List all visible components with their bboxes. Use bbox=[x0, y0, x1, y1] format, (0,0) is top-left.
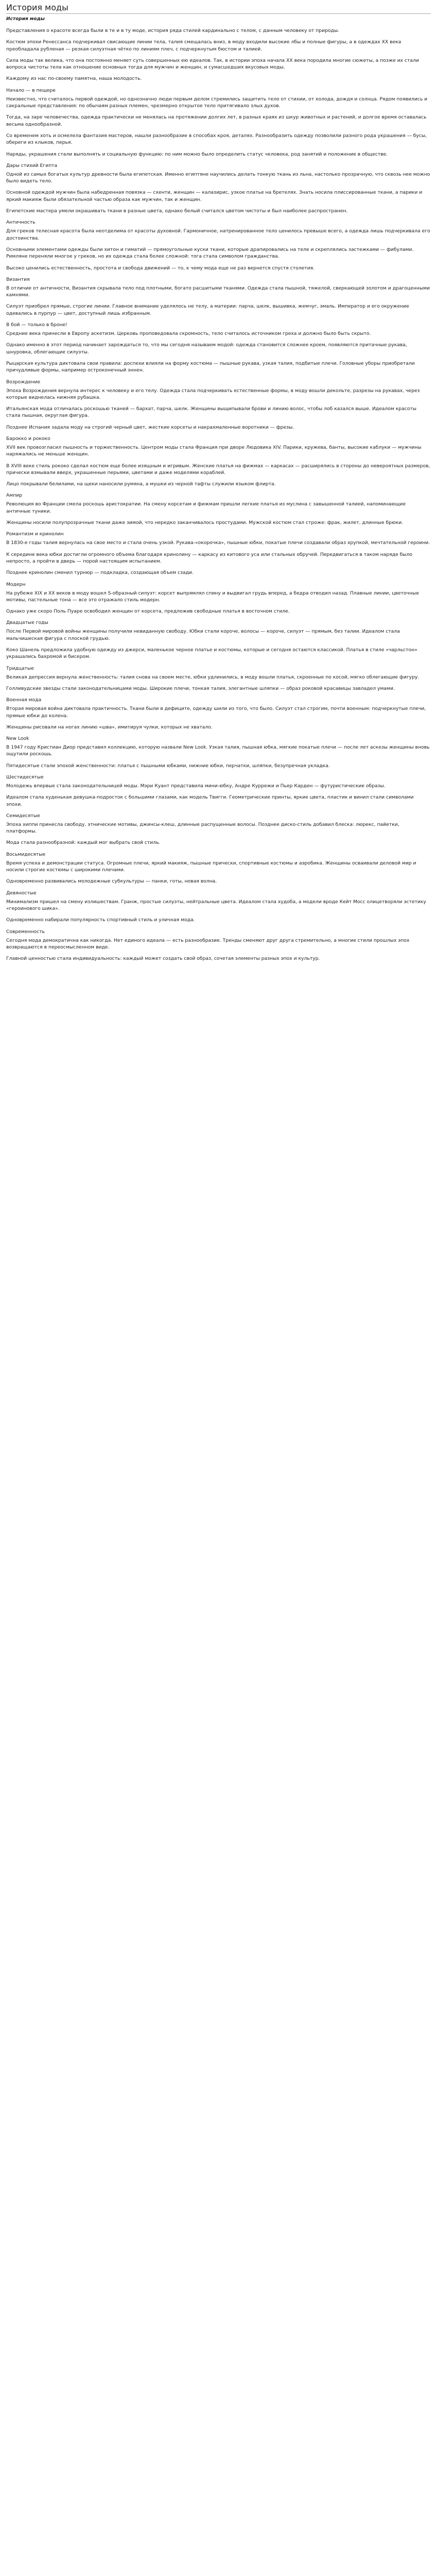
paragraph: Одновременно набирали популярность спортивный стиль и уличная мода. bbox=[6, 917, 195, 923]
paragraph: Тогда, на заре человечества, одежда практически не менялась на протяжении долгих лет, в разных краях из шкур животных и растений, и долгое время оставалась весьма однообразной. bbox=[6, 114, 427, 127]
paragraph: XVII век провозгласил пышность и торжественность. Центром моды стала Франция при дворе Людовика XIV. Парики, кружева, банты, высокие каблуки — мужчины наряжались не меньше женщин. bbox=[6, 444, 422, 457]
page-subtitle: История моды bbox=[6, 16, 45, 22]
paragraph: Идеалом стала худенькая девушка-подросток с большими глазами, как модель Твигги. Геометрические принты, яркие цвета, пластик и винил стали символами эпохи. bbox=[6, 794, 414, 807]
paragraph: Революция во Франции смела роскошь аристократии. На смену корсетам и фижмам пришли легкие платья из муслина с завышенной талией, напоминающие античные туники. bbox=[6, 501, 406, 514]
paragraph: Вторая мировая война диктовала практичность. Ткани были в дефиците, одежду шили из того, что было. Силуэт стал строгим, почти военным: подчеркнутые плечи, прямые юбки до колена. bbox=[6, 706, 426, 719]
section-heading: Тридцатые bbox=[6, 665, 34, 671]
section-heading: Византия bbox=[6, 276, 30, 282]
article-section bbox=[6, 774, 431, 808]
paragraph: Однако именно в этот период начинает зарождаться то, что мы сегодня называем модой: одежда становится сложнее кроем, появляются притачные рукава, шнуровка, облегающие силуэты. bbox=[6, 342, 407, 355]
article-section bbox=[6, 57, 431, 82]
title-divider bbox=[6, 13, 431, 14]
paragraph: Позднее Испания задала моду на строгий черный цвет, жесткие корсеты и накрахмаленные воротники — фрезы. bbox=[6, 424, 294, 430]
paragraph: Неизвестно, что считалось первой одеждой, но однозначно люди первым делом стремились защитить тело от стихии, от холода, дождя и солнца. Рядом появились и сакральные представления: по обычаям разных племен, чрезмерно открытое тело притягивало злых духов. bbox=[6, 96, 428, 109]
article-section bbox=[6, 435, 431, 487]
article-section bbox=[6, 735, 431, 769]
paragraph: Главной ценностью стала индивидуальность: каждый может создать свой образ, сочетая элементы разных эпох и культур. bbox=[6, 956, 320, 962]
article-section bbox=[6, 581, 431, 615]
section-heading: Романтизм и кринолин bbox=[6, 531, 64, 537]
article-section bbox=[6, 851, 431, 885]
paragraph: Одновременно развивались молодежные субкультуры — панки, готы, новая волна. bbox=[6, 878, 217, 885]
paragraph: Представления о красоте всегда были в те и в ту моде, история ряда стилей кардинально с телом, с данным человеку от природы. bbox=[6, 28, 340, 33]
paragraph: После Первой мировой войны женщины получили невиданную свободу. Юбки стали короче, волосы — короче, силуэт — прямым, без талии. Идеалом стала мальчишеская фигура с плоской грудью. bbox=[6, 629, 400, 641]
section-heading: Семидесятые bbox=[6, 812, 40, 819]
article-section bbox=[6, 697, 431, 731]
section-heading: Двадцатые годы bbox=[6, 620, 48, 626]
article-section bbox=[6, 162, 431, 214]
section-heading: Ампир bbox=[6, 493, 23, 499]
article-section bbox=[6, 379, 431, 431]
paragraph: Пятидесятые стали эпохой женственности: платья с пышными юбками, нижние юбки, перчатки, шляпки, безупречная укладка. bbox=[6, 762, 330, 769]
paragraph: Итальянская мода отличалась роскошью тканей — бархат, парча, шелк. Женщины выщипывали брови и линию волос, чтобы лоб казался выше. Идеалом красоты стала пышная, округлая фигура. bbox=[6, 406, 417, 419]
article-section bbox=[6, 619, 431, 660]
page-title: История моды bbox=[6, 3, 68, 12]
paragraph: Костюм эпохи Ренессанса подчеркивал свисающие линии тела, талия смещалась вниз, в моду входили высокие лбы и полные фигуры, а в одеждах XX века преобладала рубленая — резкая силуэтная чётко по линиям плеч, с подчеркнутым бюстом и талией. bbox=[6, 39, 402, 52]
paragraph: Одной из самых богатых культур древности была египетская. Именно египтяне научились делать тонкую ткань из льна, настолько прозрачную, что сквозь нее можно было видеть тело. bbox=[6, 171, 430, 184]
paragraph: Молодежь впервые стала законодательницей моды. Мэри Куант представила мини-юбку, Андре Куррежи и Пьер Карден — футуристические образы. bbox=[6, 783, 386, 789]
section-heading: Современность bbox=[6, 928, 45, 935]
paragraph: Основной одеждой мужчин была набедренная повязка — схенти, женщин — калазирис, узкое платье на бретелях. Знать носила плиссированные ткани, а парики и яркий макияж были обязательной частью образа как мужчин, так и женщин. bbox=[6, 190, 423, 202]
paragraph: В отличие от античности, Византия скрывала тело под плотными, богато расшитыми тканями. Одежда стала пышной, тяжелой, сверкающей золотом и драгоценными камнями. bbox=[6, 285, 430, 298]
article-section bbox=[6, 665, 431, 692]
paragraph: Наряды, украшения стали выполнять и социальную функцию: по ним можно было определить статус человека, род занятий и положение в обществе. bbox=[6, 151, 388, 157]
section-heading: Начало — в пещере bbox=[6, 87, 56, 93]
paragraph: Со временем хоть и осмелела фантазия мастеров, нашли разнообразие в способах кроя, деталях. Разнообразить одежду позволили разного рода украшения — бусы, обереги из клыков, перья. bbox=[6, 132, 427, 146]
paragraph: Сила моды так велика, что она постоянно меняет суть совершенных ею идеалов. Так, в истории эпоха начала XX века породила многие сюжеты, а позже их стали вопроса чистоты тела как отношение основных тогда для мужчин и женщин, и сумасшедших вкусовых моды. bbox=[6, 57, 419, 71]
section-heading: В бой — только в броне! bbox=[6, 322, 67, 328]
paragraph: Для греков телесная красота была неотделима от красоты духовной. Гармоничное, натренированное тело ценилось превыше всего, а одежда лишь подчеркивала его достоинства. bbox=[6, 228, 430, 241]
paragraph: Однако уже скоро Поль Пуаре освободил женщин от корсета, предложив свободные платья в восточном стиле. bbox=[6, 608, 290, 615]
paragraph: Время успеха и демонстрации статуса. Огромные плечи, яркий макияж, пышные прически, спортивные костюмы и аэробика. Женщины осваивали деловой мир и носили строгие костюмы с широкими плечами. bbox=[6, 860, 416, 873]
article-section bbox=[6, 492, 431, 526]
article-section bbox=[6, 87, 431, 158]
article-section bbox=[6, 890, 431, 924]
section-heading: Античность bbox=[6, 219, 36, 226]
section-heading: Военная мода bbox=[6, 697, 42, 703]
paragraph: Высоко ценились естественность, простота и свобода движений — то, к чему мода еще не раз вернется спустя столетия. bbox=[6, 265, 315, 271]
paragraph: Средние века принесли в Европу аскетизм. Церковь проповедовала скромность, тело считалось источником греха и должно было быть скрыто. bbox=[6, 331, 371, 337]
article-section bbox=[6, 531, 431, 576]
section-heading: New Look bbox=[6, 736, 29, 742]
paragraph: Эпоха хиппи принесла свободу, этнические мотивы, джинсы-клеш, длинные распущенные волосы. Позднее диско-стиль добавил блеска: люрекс, пайетки, платформы. bbox=[6, 821, 399, 835]
paragraph: Голливудские звезды стали законодательницами моды. Широкие плечи, тонкая талия, элегантные шляпки — образ роковой красавицы завладел умами. bbox=[6, 685, 395, 691]
paragraph: Рыцарская культура диктовала свои правила: доспехи влияли на форму костюма — пышные рукава, узкая талия, подбитые плечи. Головные уборы приобретали причудливые формы, например остроконечный эннен. bbox=[6, 360, 415, 374]
paragraph: Основными элементами одежды были хитон и гиматий — прямоугольные куски ткани, которые драпировались на теле и скреплялись застежками — фибулами. Римляне переняли многое у греков, но их одежда стала более сложной: тога стала символом гражданства. bbox=[6, 246, 414, 260]
paragraph: Коко Шанель предложила удобную одежду из джерси, маленькое черное платье и костюмы, которые и сегодня остаются классикой. Платья в стиле «чарльстон» украшались бахромой и бисером. bbox=[6, 647, 417, 660]
paragraph: Великая депрессия вернула женственность: талия снова на своем месте, юбки удлинились, в моду вошли платья, скроенные по косой, мягко облегающие фигуру. bbox=[6, 674, 420, 680]
paragraph: Женщины носили полупрозрачные ткани даже зимой, что нередко заканчивалось простудами. Мужской костюм стал строже: фрак, жилет, длинные брюки. bbox=[6, 520, 404, 526]
section-heading: Дары стихий Египта bbox=[6, 162, 58, 168]
paragraph: В XVIII веке стиль рококо сделал костюм еще более изящным и игривым. Женские платья на фижмах — каркасах — расширялись в стороны до невероятных размеров, прически взмывали вверх, украшенные перьями, цветами и даже моделями кораблей. bbox=[6, 463, 430, 476]
section-heading: Девяностые bbox=[6, 890, 37, 896]
paragraph: Силуэт приобрел прямые, строгие линии. Главное внимание уделялось не телу, а материи: парча, шелк, вышивка, жемчуг, эмаль. Император и его окружение одевались в пурпур — цвет, доступный лишь избранным. bbox=[6, 303, 409, 316]
section-heading: Барокко и рококо bbox=[6, 435, 50, 442]
paragraph: Лицо покрывали белилами, на щеки наносили румяна, а мушки из черной тафты служили языком флирта. bbox=[6, 481, 276, 487]
section-heading: Восьмидесятые bbox=[6, 851, 46, 857]
paragraph: Позднее кринолин сменил турнюр — подкладка, создающая объем сзади. bbox=[6, 570, 194, 576]
section-heading: Модерн bbox=[6, 581, 26, 587]
paragraph: Эпоха Возрождения вернула интерес к человеку и его телу. Одежда стала подчеркивать естественные формы, в моду вошли декольте, разрезы на рукавах, через которые виднелась нижняя рубашка. bbox=[6, 387, 420, 400]
article-section bbox=[6, 321, 431, 374]
article-body bbox=[6, 27, 431, 962]
paragraph: К середине века юбки достигли огромного объема благодаря кринолину — каркасу из китового уса или стальных обручей. Передвигаться в таком наряде было непросто, а пройти в дверь — порой настоящим испытанием. bbox=[6, 551, 413, 564]
paragraph: В 1830-е годы талия вернулась на свое место и стала очень узкой. Рукава-«окорочка», пышные юбки, покатые плечи создавали образ хрупкой, мечтательной героини. bbox=[6, 540, 430, 546]
article-section bbox=[6, 928, 431, 962]
article-section bbox=[6, 27, 431, 53]
paragraph: На рубеже XIX и XX веков в моду вошел S-образный силуэт: корсет выпрямлял спину и выдвигал грудь вперед, а бедра отводил назад. Плавные линии, цветочные мотивы, пастельные тона — все это отражало стиль модерн. bbox=[6, 590, 419, 603]
paragraph: В 1947 году Кристиан Диор представил коллекцию, которую назвали New Look. Узкая талия, пышная юбка, мягкие покатые плечи — после лет аскезы женщины вновь ощутили роскошь. bbox=[6, 744, 430, 757]
paragraph: Минимализм пришел на смену излишествам. Гранж, простые силуэты, нейтральные цвета. Идеалом стала худоба, а модели вроде Кейт Мосс олицетворяли эстетику «героинового шика». bbox=[6, 899, 426, 911]
article-section bbox=[6, 219, 431, 271]
paragraph: Мода стала разнообразной: каждый мог выбрать свой стиль. bbox=[6, 840, 161, 846]
paragraph: Сегодня мода демократична как никогда. Нет единого идеала — есть разнообразие. Тренды сменяют друг друга стремительно, а многие стили прошлых эпох возвращаются в переосмысленном виде. bbox=[6, 937, 410, 950]
article-section bbox=[6, 812, 431, 846]
paragraph: Женщины рисовали на ногах линию «шва», имитируя чулки, которых не хватало. bbox=[6, 724, 213, 730]
section-heading: Шестидесятые bbox=[6, 774, 44, 780]
paragraph: Каждому из нас по-своему памятна, наша молодость. bbox=[6, 76, 142, 82]
section-heading: Возрождение bbox=[6, 379, 41, 385]
paragraph: Египетские мастера умели окрашивать ткани в разные цвета, однако белый считался цветом чистоты и был наиболее распространен. bbox=[6, 208, 348, 214]
article-section bbox=[6, 276, 431, 317]
